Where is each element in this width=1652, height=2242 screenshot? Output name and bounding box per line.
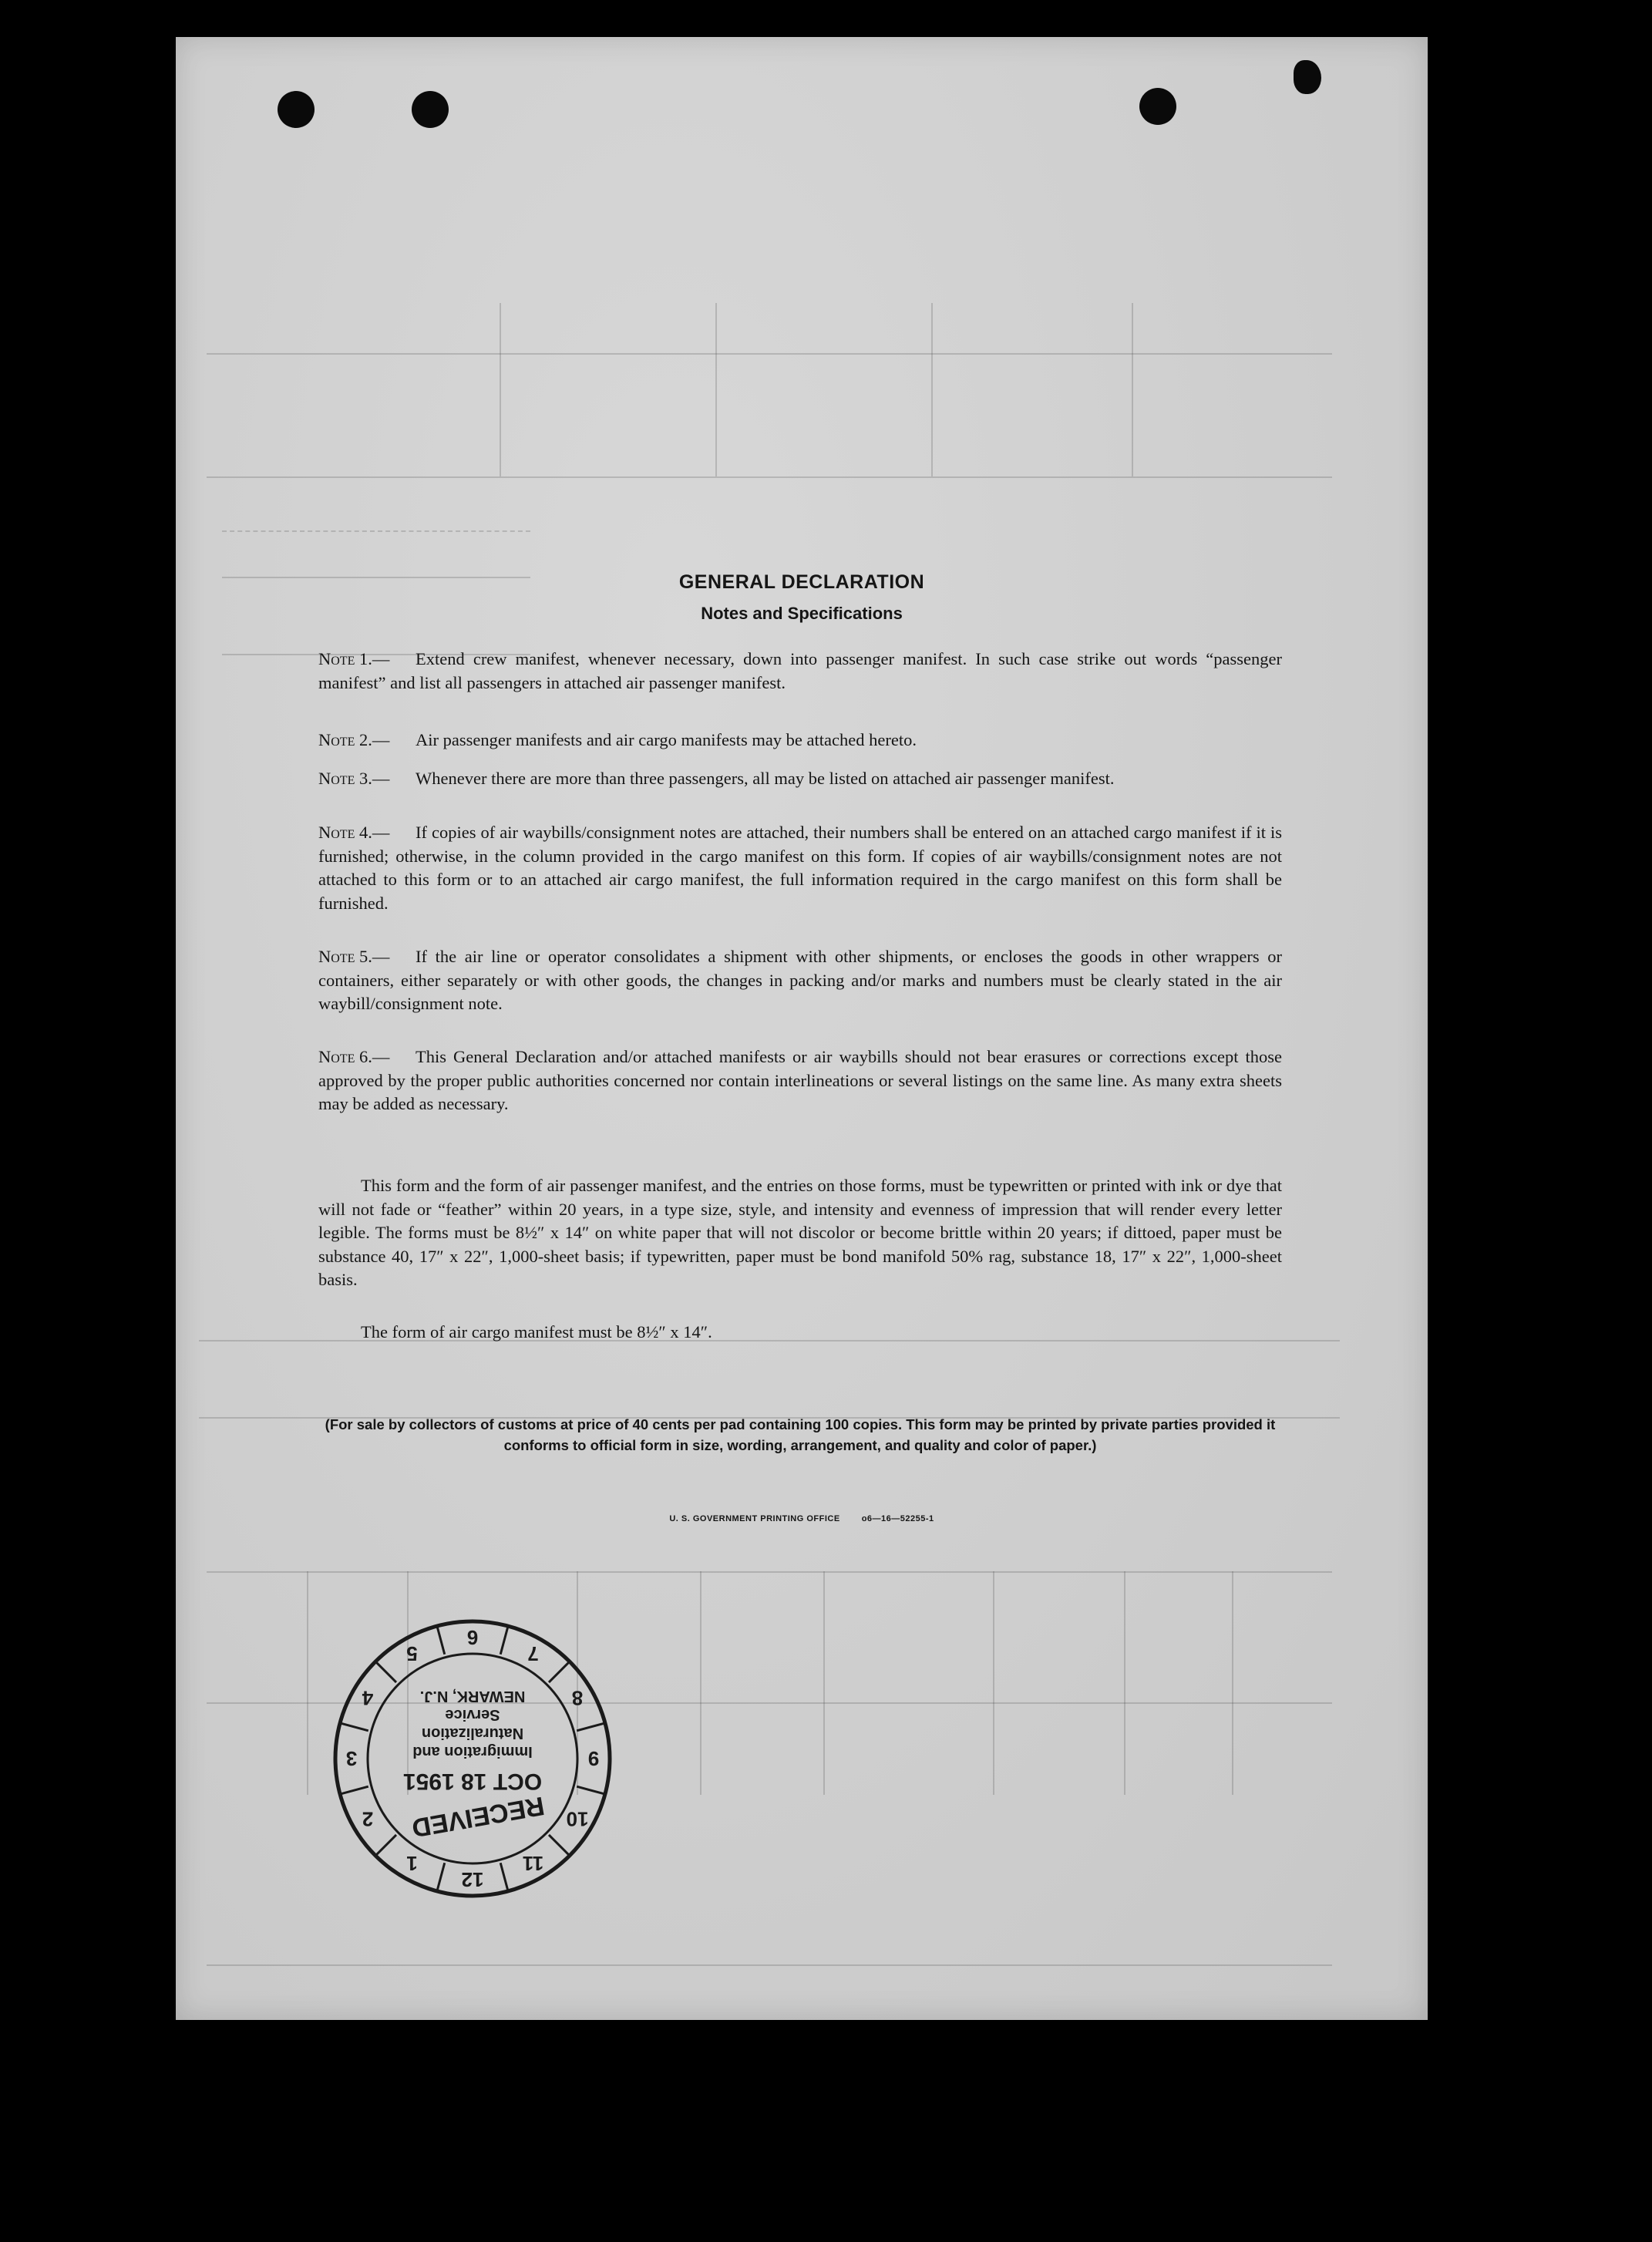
stamp-hour-number: 10: [566, 1807, 589, 1831]
stamp-tick: [577, 1786, 604, 1793]
note-5: [318, 945, 1282, 1016]
stamp-hour-number: 7: [527, 1642, 539, 1666]
stamp-hour-number: 8: [571, 1686, 584, 1710]
stamp-tick: [437, 1863, 444, 1890]
sale-notice: (For sale by collectors of customs at price of 40 cents per pad containing 100 copies. This form may be printed by private parties provided it conforms to official form in size, wording, arrangement, and quality and color of paper.): [325, 1416, 1276, 1453]
stamp-hour-number: 12: [461, 1868, 484, 1891]
note-text: Whenever there are more than three passengers, all may be listed on attached air passenger manifest.: [416, 769, 1115, 788]
note-label: Note 4.—: [318, 823, 390, 842]
page-title: GENERAL DECLARATION: [678, 571, 925, 593]
stamp-tick: [500, 1628, 507, 1655]
stamp-line-3: Service: [445, 1706, 500, 1723]
stamp-hour-number: 6: [466, 1626, 479, 1649]
note-2: [318, 729, 1282, 752]
note-label: Note 3.—: [318, 769, 390, 788]
printing-office-line: [176, 1514, 1428, 1523]
stamp-tick: [377, 1663, 396, 1682]
stamp-tick: [342, 1723, 368, 1730]
stamp-hour-number: 2: [362, 1807, 374, 1831]
printing-office-name: U. S. GOVERNMENT PRINTING OFFICE: [669, 1514, 840, 1523]
printing-code: o6—16—52255-1: [861, 1514, 934, 1523]
note-text: This General Declaration and/or attached manifests or air waybills should not bear erasures or corrections except those approved by the proper public authorities concerned nor contain interlineations or several listings on the same line. As many extra sheets may be added as necessary.: [318, 1047, 1282, 1113]
note-4: [318, 821, 1282, 915]
stamp-hour-number: 4: [362, 1686, 374, 1710]
note-1: [318, 648, 1282, 695]
note-text: If the air line or operator consolidates a shipment with other shipments, or encloses the goods in other wrappers or containers, either separately or with other goods, the changes in packing and/or marks and numbers must be clearly stated in the air waybill/consignment note.: [318, 947, 1282, 1013]
note-label: Note 5.—: [318, 947, 390, 966]
stamp-hour-number: 1: [406, 1851, 418, 1875]
stamp-graphic: [330, 1616, 615, 1901]
stamp-line-1: Immigration and: [412, 1743, 533, 1760]
stamp-tick: [577, 1723, 604, 1730]
stamp-tick: [549, 1663, 568, 1682]
cargo-specification-paragraph: The form of air cargo manifest must be 8½″ x 14″.: [361, 1322, 712, 1341]
note-3: [318, 767, 1282, 791]
stamp-tick: [437, 1628, 444, 1655]
note-label: Note 1.—: [318, 649, 390, 668]
received-stamp: [330, 1616, 615, 1901]
stamp-tick: [500, 1863, 507, 1890]
stamp-tick: [377, 1835, 396, 1854]
document-page: [176, 37, 1428, 2020]
stamp-status: RECEIVED: [409, 1790, 547, 1843]
note-6: [318, 1045, 1282, 1116]
stamp-hour-number: 5: [406, 1642, 418, 1666]
stamp-hour-number: 9: [587, 1747, 600, 1770]
stamp-tick: [342, 1786, 368, 1793]
note-label: Note 6.—: [318, 1047, 390, 1066]
note-text: If copies of air waybills/consignment notes are attached, their numbers shall be entered on an attached cargo manifest if it is furnished; otherwise, in the column provided in the cargo manifest on this form. If copies of air waybills/consignment notes are not attached to this form or to an attached air cargo manifest, the full information required in the cargo manifest on this form shall be furnished.: [318, 823, 1282, 913]
form-specification-paragraph: This form and the form of air passenger manifest, and the entries on those forms, must be typewritten or printed with ink or dye that will not fade or “feather” within 20 years, in a type size, style, and intensity and evenness of impression that will render every letter legible. The forms must be 8½″ x 14″ on white paper that will not discolor or become brittle within 20 years; if dittoed, paper must be substance 40, 17″ x 22″, 1,000-sheet basis; if typewritten, paper must be bond manifold 50% rag, substance 18, 17″ x 22″, 1,000-sheet basis.: [318, 1176, 1282, 1289]
stamp-tick: [549, 1835, 568, 1854]
stamp-hour-number: 3: [345, 1747, 358, 1770]
stamp-date: OCT 18 1951: [402, 1769, 543, 1794]
stamp-line-2: Naturalization: [421, 1725, 524, 1742]
stamp-hour-number: 11: [522, 1851, 544, 1875]
note-text: Air passenger manifests and air cargo manifests may be attached hereto.: [416, 730, 917, 749]
page-subtitle: Notes and Specifications: [701, 604, 903, 623]
note-label: Note 2.—: [318, 730, 390, 749]
note-text: Extend crew manifest, whenever necessary, down into passenger manifest. In such case strike out words “passenger manifest” and list all passengers in attached air passenger manifest.: [318, 649, 1282, 692]
stamp-line-4: NEWARK, N.J.: [419, 1688, 526, 1705]
